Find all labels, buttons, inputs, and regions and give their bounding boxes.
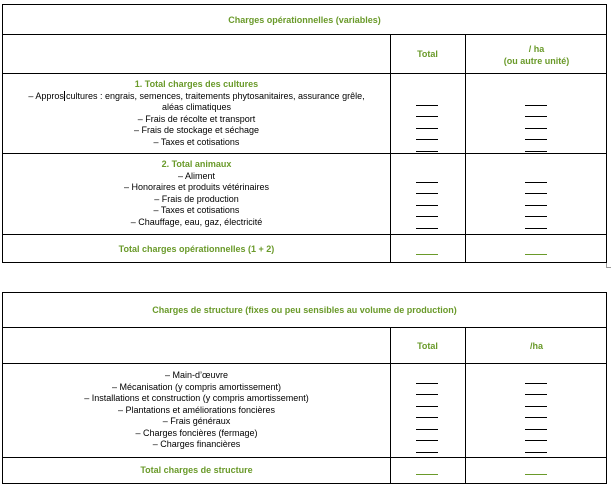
divider	[3, 327, 606, 328]
list-item: – Appros cultures : engrais, semences, traitements phytosanitaires, assurance grêle,	[28, 90, 365, 101]
list-item: – Frais de production	[154, 193, 239, 204]
table1-title: Charges opérationnelles (variables)	[228, 15, 381, 25]
column-divider	[390, 34, 391, 262]
list-item: – Chauffage, eau, gaz, électricité	[130, 216, 263, 227]
table2-title: Charges de structure (fixes ou peu sensibles au volume de production)	[152, 305, 457, 315]
divider	[3, 457, 606, 458]
per-ha-blank	[525, 254, 547, 255]
per-ha-blanks-structure	[525, 372, 547, 453]
list-item: aléas climatiques	[161, 102, 232, 112]
list-item: – Mécanisation (y compris amortissement)	[111, 381, 282, 392]
divider	[3, 34, 606, 35]
list-item: – Charges foncières (fermage)	[135, 427, 258, 438]
column-header-total: Total	[417, 49, 438, 59]
section-animals	[3, 159, 390, 228]
divider	[3, 234, 606, 235]
divider	[3, 153, 606, 154]
divider	[3, 363, 606, 364]
list-item: – Frais de récolte et transport	[137, 113, 256, 124]
column-header-total: Total	[417, 341, 438, 351]
list-item: – Aliment	[177, 170, 216, 181]
list-item: – Frais généraux	[162, 416, 231, 426]
list-item: – Installations et construction (y compris amortissement)	[84, 393, 309, 403]
column-divider	[465, 34, 466, 262]
total-blanks-structure	[416, 372, 438, 453]
list-item: – Taxes et cotisations	[153, 136, 240, 147]
per-ha-blanks-section2	[525, 171, 547, 229]
column-header-per-ha-line2: (ou autre unité)	[503, 56, 570, 66]
per-ha-blank	[525, 474, 547, 475]
list-item: – Taxes et cotisations	[153, 205, 240, 215]
total-blanks-section1	[416, 94, 438, 152]
divider	[3, 73, 606, 74]
per-ha-blanks-section1	[525, 94, 547, 152]
section-crops	[3, 79, 390, 148]
list-item: – Main-d’œuvre	[164, 370, 229, 380]
corner-mark	[606, 263, 611, 268]
column-header-per-ha	[465, 43, 608, 67]
structure-charges-table	[2, 292, 607, 484]
list-item: – Charges financières	[152, 439, 241, 449]
total-operational-label: Total charges opérationnelles (1 + 2)	[118, 244, 275, 254]
operational-charges-table	[2, 4, 607, 263]
list-item: – Plantations et améliorations foncières	[117, 404, 276, 415]
column-header-per-ha-line1: / ha	[528, 44, 545, 54]
total-structure-label: Total charges de structure	[140, 465, 253, 475]
structure-items	[3, 370, 390, 451]
total-blank	[416, 474, 438, 475]
list-item: – Frais de stockage et séchage	[133, 125, 260, 135]
section-heading: 1. Total charges des cultures	[134, 79, 259, 89]
total-blanks-section2	[416, 171, 438, 229]
list-item: – Honoraires et produits vétérinaires	[123, 182, 270, 192]
total-blank	[416, 254, 438, 255]
column-header-per-ha: /ha	[529, 341, 543, 351]
section-heading: 2. Total animaux	[161, 159, 232, 169]
